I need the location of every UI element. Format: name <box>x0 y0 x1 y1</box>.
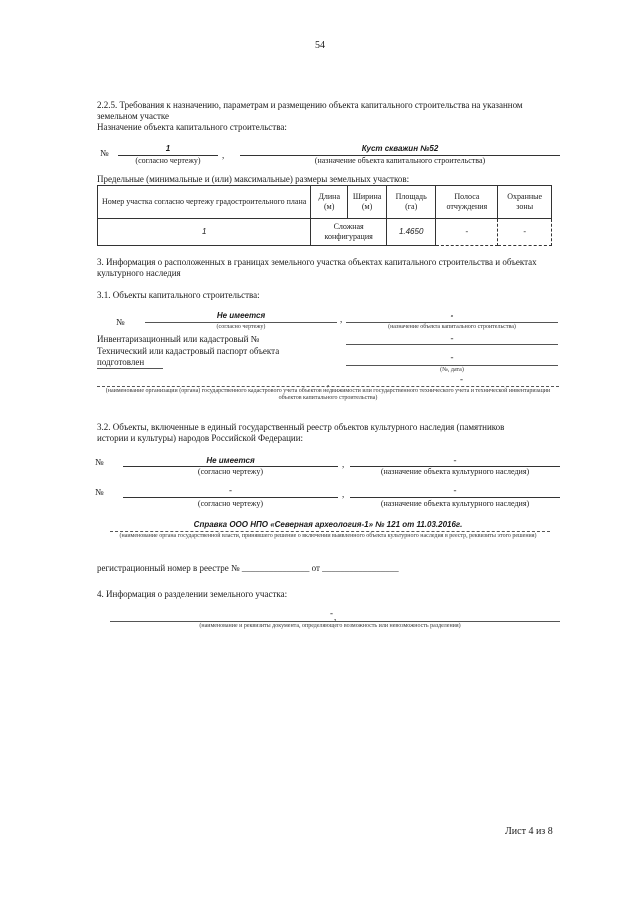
heritage-row1-comma: , <box>342 459 345 469</box>
capital-object-purpose-value: - <box>450 311 454 320</box>
section-4-line <box>110 621 560 622</box>
cell-area: 1.4650 <box>386 219 435 246</box>
capital-object-purpose-line <box>346 322 558 323</box>
header-exclusion: Полоса отчуждения <box>436 186 498 219</box>
sizes-table-row <box>98 219 552 246</box>
cell-protection: - <box>498 219 552 246</box>
object-purpose-label: Назначение объекта капитального строительства: <box>97 122 287 132</box>
heritage-row2-purpose: - <box>453 485 457 495</box>
section-225-heading-line1: 2.2.5. Требования к назначению, параметрам и размещению объекта капитального строительства на указанном <box>97 100 523 110</box>
section-4-title: 4. Информация о разделении земельного участка: <box>97 589 288 599</box>
section-4-value: - <box>330 608 333 618</box>
heritage-row2-purpose-line <box>350 497 560 498</box>
header-area: Площадь (га) <box>386 186 435 219</box>
cell-exclusion: - <box>436 219 498 246</box>
section-225-heading-line2: земельном участке <box>97 111 170 121</box>
section-32-heading-line1: 3.2. Объекты, включенные в единый государственный реестр объектов культурного наследия (памятников <box>97 422 505 432</box>
caption-purpose: (назначение объекта капитального строительства) <box>388 324 516 330</box>
org-comma: , <box>327 378 330 388</box>
caption-purpose: (назначение объекта культурного наследия) <box>380 499 530 508</box>
heritage-row2-comma: , <box>342 489 345 499</box>
section-4-comma: , <box>334 612 337 622</box>
section-3-heading-line2: культурного наследия <box>97 268 181 278</box>
plot-number-symbol: № <box>100 148 109 158</box>
heritage-reference: Справка ООО НПО «Северная археология-1» № 121 от 11.03.2016г. <box>193 520 463 529</box>
section-32-heading-line2: истории и культуры) народов Российской Федерации: <box>97 433 304 443</box>
header-width: Ширина (м) <box>348 186 387 219</box>
inventory-line <box>346 344 558 345</box>
inventory-value: - <box>450 333 454 343</box>
sizes-table-header-row <box>98 186 552 219</box>
org-value: - <box>460 374 463 384</box>
sizes-table-title: Предельные (минимальные и (или) максимальные) размеры земельных участков: <box>97 174 410 184</box>
heritage-row2-object: - <box>229 485 232 495</box>
cell-length-width: Сложная конфигурация <box>311 219 387 246</box>
caption-drawing: (согласно чертежу) <box>197 499 264 508</box>
passport-label-line2: подготовлен <box>97 357 145 367</box>
capital-object-value: Не имеется <box>216 311 266 320</box>
org-line <box>97 386 559 387</box>
capital-object-line <box>145 322 337 323</box>
inventory-label: Инвентаризационный или кадастровый № <box>97 334 260 344</box>
capital-object-number-symbol: № <box>116 317 125 327</box>
header-plot-number: Номер участка согласно чертежу градостроительного плана <box>98 186 311 219</box>
passport-value: - <box>450 352 454 362</box>
heritage-row1-number-symbol: № <box>95 457 104 467</box>
section-3-heading-line1: 3. Информация о расположенных в границах земельного участка объектах капитального строительства и объектах <box>97 257 537 267</box>
cell-plot-number: 1 <box>98 219 311 246</box>
comma: , <box>222 150 225 160</box>
caption-drawing: (согласно чертежу) <box>216 324 266 330</box>
passport-label-line1: Технический или кадастровый паспорт объекта <box>97 346 280 356</box>
page-number: 54 <box>315 40 325 51</box>
section-31-title: 3.1. Объекты капитального строительства: <box>97 290 260 300</box>
caption-drawing: (согласно чертежу) <box>197 467 264 476</box>
caption-drawing: (согласно чертежу) <box>135 156 201 165</box>
heritage-row2-object-line <box>123 497 338 498</box>
caption-purpose: (назначение объекта капитального строительства) <box>314 156 486 165</box>
heritage-row1-object: Не имеется <box>206 456 255 465</box>
org-caption: (наименование организации (органа) государственного кадастрового учета объектов недвижимости или государственного технического учета и технической инвентаризации объектов капитального строительства) <box>105 388 551 401</box>
section-4-caption: (наименование и реквизиты документа, определяющего возможность или невозможность разделения) <box>199 623 461 629</box>
plot-number-value: 1 <box>165 144 171 153</box>
heritage-reference-line <box>110 531 550 532</box>
heritage-row2-number-symbol: № <box>95 487 104 497</box>
object-purpose-value: Куст скважин №52 <box>361 144 439 153</box>
sizes-table <box>97 185 552 246</box>
date-caption: (№, дата) <box>440 367 464 373</box>
header-length: Длина (м) <box>311 186 348 219</box>
heritage-reference-caption: (наименование органа государственной власти, принявшего решение о включении выявленного объекта культурного наследия в реестр, реквизиты этого решения) <box>119 533 537 539</box>
caption-purpose: (назначение объекта культурного наследия) <box>380 467 530 476</box>
sheet-number: Лист 4 из 8 <box>505 826 553 837</box>
heritage-row1-purpose: - <box>453 455 457 465</box>
registry-number-text: регистрационный номер в реестре № _______________ от _________________ <box>97 563 399 573</box>
passport-label-underline <box>97 368 163 369</box>
comma: , <box>340 314 343 324</box>
passport-line <box>346 365 558 366</box>
header-protection: Охранные зоны <box>498 186 552 219</box>
